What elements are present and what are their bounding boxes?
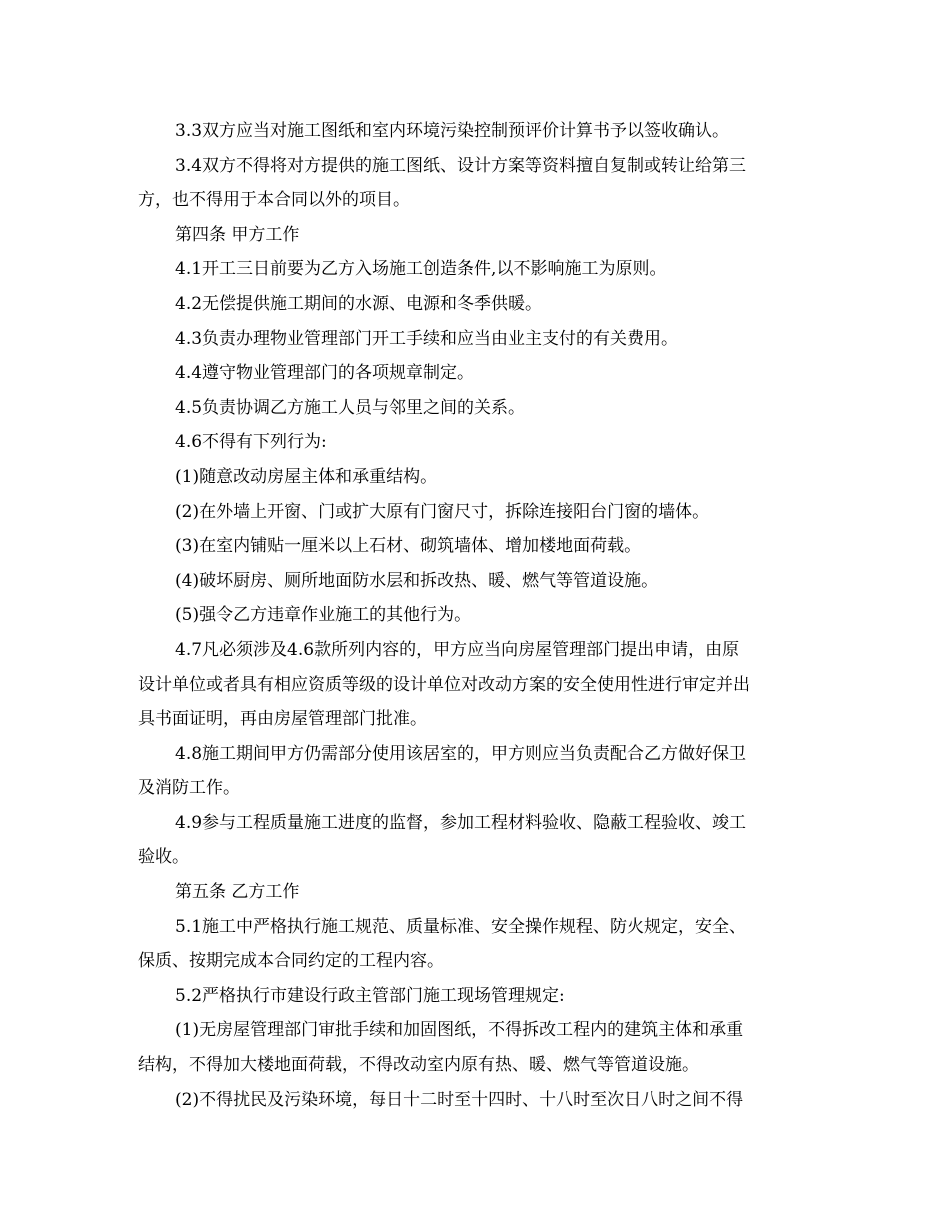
text-line: 4.6不得有下列行为: xyxy=(175,432,327,453)
text-line: 4.2无偿提供施工期间的水源、电源和冬季供暖。 xyxy=(175,293,543,314)
text-line: 设计单位或者具有相应资质等级的设计单位对改动方案的安全使用性进行审定并出 xyxy=(138,674,750,695)
text-line: 第四条 甲方工作 xyxy=(175,224,300,245)
text-line: 及消防工作。 xyxy=(138,778,240,799)
text-line: 4.7凡必须涉及4.6款所列内容的，甲方应当向房屋管理部门提出申请，由原 xyxy=(175,639,740,660)
text-line: (2)不得扰民及污染环境，每日十二时至十四时、十八时至次日八时之间不得 xyxy=(175,1089,744,1110)
text-line: 4.9参与工程质量施工进度的监督，参加工程材料验收、隐蔽工程验收、竣工 xyxy=(175,812,747,833)
text-line: 4.1开工三日前要为乙方入场施工创造条件,以不影响施工为原则。 xyxy=(175,259,667,280)
text-line: 方，也不得用于本合同以外的项目。 xyxy=(138,190,410,211)
text-line: 3.3双方应当对施工图纸和室内环境污染控制预评价计算书予以签收确认。 xyxy=(175,121,730,141)
text-line: 验收。 xyxy=(138,847,189,868)
text-line: 具书面证明，再由房屋管理部门批准。 xyxy=(138,709,427,730)
text-line: 4.8施工期间甲方仍需部分使用该居室的，甲方则应当负责配合乙方做好保卫 xyxy=(175,743,747,764)
text-line: 4.3负责办理物业管理部门开工手续和应当由业主支付的有关费用。 xyxy=(175,328,679,349)
text-line: (3)在室内铺贴一厘米以上石材、砌筑墙体、增加楼地面荷载。 xyxy=(175,536,642,557)
text-line: (5)强令乙方违章作业施工的其他行为。 xyxy=(175,605,472,626)
text-line: 5.1施工中严格执行施工规范、质量标准、安全操作规程、防火规定，安全、 xyxy=(175,916,747,937)
text-line: 保质、按期完成本合同约定的工程内容。 xyxy=(138,951,444,972)
text-line: 第五条 乙方工作 xyxy=(175,882,300,903)
text-line: 3.4双方不得将对方提供的施工图纸、设计方案等资料擅自复制或转让给第三 xyxy=(175,155,747,176)
text-line: (2)在外墙上开窗、门或扩大原有门窗尺寸，拆除连接阳台门窗的墙体。 xyxy=(175,501,710,522)
text-line: 4.5负责协调乙方施工人员与邻里之间的关系。 xyxy=(175,397,526,418)
text-line: 4.4遵守物业管理部门的各项规章制定。 xyxy=(175,363,475,384)
text-line: 结构，不得加大楼地面荷载，不得改动室内原有热、暖、燃气等管道设施。 xyxy=(138,1055,699,1076)
text-line: (1)无房屋管理部门审批手续和加固图纸，不得拆改工程内的建筑主体和承重 xyxy=(175,1020,744,1041)
document-body xyxy=(138,114,818,1117)
text-line: (4)破坏厨房、厕所地面防水层和拆改热、暖、燃气等管道设施。 xyxy=(175,570,659,591)
text-line: 5.2严格执行市建设行政主管部门施工现场管理规定: xyxy=(175,985,565,1006)
text-line: (1)随意改动房屋主体和承重结构。 xyxy=(175,466,438,487)
